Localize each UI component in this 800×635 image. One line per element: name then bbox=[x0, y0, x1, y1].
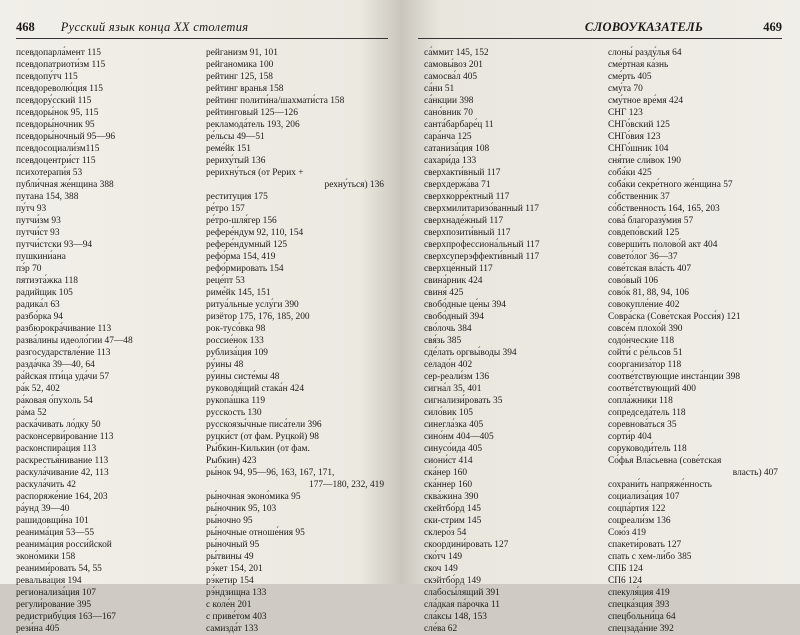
index-entry: псевдоры́нок 95, 115 bbox=[16, 108, 99, 118]
index-entry: сило́вик 105 bbox=[424, 408, 473, 418]
index-entry: расконсерви́рование 113 bbox=[16, 432, 114, 442]
index-entry: соцреали́зм 136 bbox=[607, 516, 671, 526]
index-entry: соотве́тствующий 400 bbox=[607, 384, 696, 394]
index-entry: расконспира́ция 113 bbox=[16, 444, 97, 454]
index-entry: псевдосоциали́зм115 bbox=[16, 144, 100, 154]
index-entry: ры́ночный 95 bbox=[206, 540, 260, 550]
index-entry: ритуа́льные услу́ги 390 bbox=[206, 300, 299, 310]
index-entry: со́бственник 37 bbox=[607, 192, 670, 202]
index-entry: ска́нер 160 bbox=[424, 468, 468, 478]
page-header bbox=[418, 20, 782, 39]
index-entry: ре́тро-шля́гер 156 bbox=[206, 216, 277, 226]
index-entry: сверхдержа́ва 71 bbox=[424, 180, 491, 190]
index-entry: рейганизм 91, 101 bbox=[206, 48, 278, 58]
index-entry: сверхце́нный 117 bbox=[424, 264, 493, 274]
index-entry: ры́ночно 95 bbox=[206, 516, 253, 526]
index-entry: соорганиза́тор 118 bbox=[607, 360, 682, 370]
index-entry: СНГо́вский 125 bbox=[607, 120, 670, 130]
index-entry: совокупле́ние 402 bbox=[607, 300, 680, 310]
index-entry: раскрестья́нивание 113 bbox=[16, 456, 109, 466]
index-entry: рефо́рма 154, 419 bbox=[206, 252, 276, 262]
index-entry: самизда́т 133 bbox=[206, 624, 259, 634]
index-entry: путчи́стски 93—94 bbox=[16, 240, 93, 250]
index-entry: псевдопарла́мент 115 bbox=[16, 48, 101, 58]
index-entry: псевдореволю́ция 115 bbox=[16, 84, 103, 94]
index-entry: разбюрокра́чивание 113 bbox=[16, 324, 112, 334]
index-entry: рейтинг вранья 158 bbox=[206, 84, 284, 94]
index-entry: пу́тч 93 bbox=[16, 204, 47, 214]
index-entry: путчи́ст 93 bbox=[16, 228, 60, 238]
index-entry: радийщик 105 bbox=[16, 288, 73, 298]
index-entry: реце́пт 53 bbox=[206, 276, 245, 286]
index-entry: сверхакти́вный 117 bbox=[424, 168, 501, 178]
index-entry: сиони́ст 414 bbox=[424, 456, 473, 466]
index-entry: слоны́ разду́лья 64 bbox=[607, 48, 682, 58]
index-entry: са́нкции 398 bbox=[424, 96, 474, 106]
index-entry: сохрани́ть напряже́нность bbox=[607, 480, 712, 490]
index-entry: сверхпозити́вный 117 bbox=[424, 228, 511, 238]
index-entry: реаними́ровать 54, 55 bbox=[16, 564, 102, 574]
index-entry: соба́ки 425 bbox=[607, 168, 652, 178]
left-page bbox=[0, 0, 400, 634]
index-entry: синегла́зка 405 bbox=[424, 420, 484, 430]
index-entry: рейтинг полити́на/шахмати́ста 158 bbox=[206, 96, 345, 106]
index-entry: сино́нм 404—405 bbox=[424, 432, 494, 442]
index-entry: сатаниза́ция 108 bbox=[424, 144, 490, 154]
index-entry: сверхнаде́жный 117 bbox=[424, 216, 504, 226]
index-entry: ра́к 52, 402 bbox=[16, 384, 60, 394]
index-entry: ско́тч 149 bbox=[424, 552, 463, 562]
index-entry: ски-стрим 145 bbox=[424, 516, 482, 526]
index-entry: власть) 407 bbox=[732, 468, 778, 478]
index-entry: ревальва́ция 194 bbox=[16, 576, 82, 586]
index-entry: рейтинг 125, 158 bbox=[206, 72, 273, 82]
index-entry: ре́льсы 49—51 bbox=[206, 132, 265, 142]
index-entry: публи́чная же́нщина 388 bbox=[16, 180, 114, 190]
index-entry: пэ́р 70 bbox=[16, 264, 42, 274]
index-entry: реанима́ция 53—55 bbox=[16, 528, 95, 538]
index-entry: сво́лочь 384 bbox=[424, 324, 472, 334]
index-entry: сверхкорре́ктный 117 bbox=[424, 192, 510, 202]
index-entry: Сою́з 419 bbox=[607, 528, 646, 538]
index-entry: совсе́м плохо́й 390 bbox=[607, 324, 683, 334]
index-entry: свобо́дный 394 bbox=[424, 312, 484, 322]
index-entry: социализа́ция 107 bbox=[607, 492, 680, 502]
index-entry: ризётор 175, 176, 185, 200 bbox=[206, 312, 310, 322]
index-entry: соверши́ть полово́й акт 404 bbox=[607, 240, 718, 250]
index-entry: СНГо́вия 123 bbox=[607, 132, 661, 142]
index-entry: соревнова́ться 35 bbox=[607, 420, 677, 430]
index-entry: рэ́ндзищна 133 bbox=[206, 588, 267, 598]
index-entry: са́ни 51 bbox=[424, 84, 455, 94]
index-entry: рэ́кетир 154 bbox=[206, 576, 254, 586]
index-entry: ра́йская пти́ца уда́чи 57 bbox=[16, 372, 110, 382]
index-entry: раска́чивать ло́дку 50 bbox=[16, 420, 101, 430]
index-entry: самовы́воз 201 bbox=[424, 60, 483, 70]
index-entry: псевдопатриоти́зм 115 bbox=[16, 60, 106, 70]
index-entry: 177—180, 232, 419 bbox=[309, 480, 384, 490]
index-entry: соцпа́ртия 122 bbox=[607, 504, 666, 514]
index-entry: сня́тие сли́вок 190 bbox=[607, 156, 681, 166]
index-entry: СНГ 123 bbox=[607, 108, 643, 118]
running-title: СЛОВОУКАЗАТЕЛЬ bbox=[584, 20, 704, 34]
index-entry: псевдопу́тч 115 bbox=[16, 72, 78, 82]
index-entry: спакети́ровать 127 bbox=[607, 540, 682, 550]
index-entry: реституция 175 bbox=[206, 192, 268, 202]
index-entry: рекламода́тель 193, 206 bbox=[206, 120, 300, 130]
index-entry: разбо́рка 94 bbox=[16, 312, 63, 322]
index-entry: сверхпрофессиона́льный 117 bbox=[424, 240, 540, 250]
index-column-1 bbox=[16, 47, 206, 635]
index-entry: рок-тусо́вка 98 bbox=[206, 324, 266, 334]
index-entry: ра́ма 52 bbox=[16, 408, 47, 418]
index-entry: регионализа́ция 107 bbox=[16, 588, 96, 598]
index-entry: риме́йк 145, 151 bbox=[206, 288, 271, 298]
index-entry: псевдоры́ночник 95 bbox=[16, 120, 95, 130]
index-entry: скоч 149 bbox=[424, 564, 458, 574]
index-entry: псевдоры́ночный 95—96 bbox=[16, 132, 116, 142]
index-entry: ры́ночник 95, 103 bbox=[206, 504, 277, 514]
index-entry: сове́тская вла́сть 407 bbox=[607, 264, 692, 274]
index-entry: рейтинговый 125—126 bbox=[206, 108, 298, 118]
index-entry: раскула́чить 42 bbox=[16, 480, 76, 490]
index-entry: сово́к 81, 88, 94, 106 bbox=[607, 288, 689, 298]
index-entry: сму́тное вре́мя 424 bbox=[607, 96, 684, 106]
index-entry: сер-реали́зм 136 bbox=[424, 372, 490, 382]
index-entry: спецзада́ние 392 bbox=[607, 624, 674, 634]
index-entry: разгосударствле́ние 113 bbox=[16, 348, 111, 358]
index-entry: ру́ины систе́мы 48 bbox=[206, 372, 280, 382]
index-entry: СПБ 124 bbox=[607, 564, 643, 574]
index-entry: санта́барбаре́ц 11 bbox=[424, 120, 494, 130]
index-entry: свиня́ 425 bbox=[424, 288, 464, 298]
index-entry: сигна́л 35, 401 bbox=[424, 384, 482, 394]
index-entry: Со́фья Вла́сьевна (сове́тская bbox=[607, 456, 722, 466]
index-entry: рублиза́ция 109 bbox=[206, 348, 268, 358]
index-entry: сигнализи́ровать 35 bbox=[424, 396, 503, 406]
index-entry: сахари́да 133 bbox=[424, 156, 477, 166]
index-entry: са́ммит 145, 152 bbox=[424, 48, 489, 58]
index-entry: рефере́ндум 92, 110, 154 bbox=[206, 228, 304, 238]
index-entry: путчи́зм 93 bbox=[16, 216, 61, 226]
index-entry: с коле́н 201 bbox=[206, 600, 252, 610]
index-entry: распоряже́ние 164, 203 bbox=[16, 492, 108, 502]
index-entry: спецбольни́ца 64 bbox=[607, 612, 676, 622]
index-entry: СП6 124 bbox=[607, 576, 643, 586]
index-entry: рерихну́ться (от Рерих + bbox=[206, 168, 304, 178]
index-entry: эконо́мики 158 bbox=[16, 552, 76, 562]
index-entry: ры́твины 49 bbox=[206, 552, 254, 562]
index-entry: регули́рование 395 bbox=[16, 600, 92, 610]
index-entry: руководя́щий стака́н 424 bbox=[206, 384, 305, 394]
index-entry: сква́жина 390 bbox=[424, 492, 479, 502]
index-entry: соба́ки секре́тного же́нщина 57 bbox=[607, 180, 733, 190]
index-entry: рейганомика 100 bbox=[206, 60, 274, 70]
index-entry: СНГо́шник 104 bbox=[607, 144, 669, 154]
index-entry: склеро́з 54 bbox=[424, 528, 467, 538]
index-entry: сово́вый 106 bbox=[607, 276, 658, 286]
index-entry: спать с хем-ли́бо 385 bbox=[607, 552, 692, 562]
index-entry: Рыбкин) 423 bbox=[206, 456, 257, 466]
index-entry: рукопа́шка 119 bbox=[206, 396, 266, 406]
page-number: 468 bbox=[16, 20, 35, 34]
index-entry: сму́та 70 bbox=[607, 84, 643, 94]
index-entry: соруководи́тель 118 bbox=[607, 444, 687, 454]
index-entry: ска́ннер 160 bbox=[424, 480, 473, 490]
index-entry: рефо́рмировать 154 bbox=[206, 264, 284, 274]
index-entry: сверхсуперэффекти́вный 117 bbox=[424, 252, 540, 262]
index-entry: пятиэта́жка 118 bbox=[16, 276, 78, 286]
index-entry: россие́нок 133 bbox=[206, 336, 264, 346]
index-entry: сла́ксы 148, 153 bbox=[424, 612, 487, 622]
index-entry: со́бственность 164, 165, 203 bbox=[607, 204, 720, 214]
index-entry: сова́ благоразу́мия 57 bbox=[607, 216, 694, 226]
index-entry: разва́лины идеоло́гии 47—48 bbox=[16, 336, 133, 346]
index-entry: селадо́н 402 bbox=[424, 360, 473, 370]
index-entry: руцки́ст (от фам. Руцкой) 98 bbox=[206, 432, 319, 442]
index-column-1 bbox=[424, 47, 608, 635]
index-entry: рериху́тый 136 bbox=[206, 156, 266, 166]
index-entry: Ры́бкин-Килькин (от фам. bbox=[206, 444, 310, 454]
index-entry: сопредседа́тель 118 bbox=[607, 408, 686, 418]
index-entry: спекуля́ция 419 bbox=[607, 588, 670, 598]
index-entry: свина́рник 424 bbox=[424, 276, 483, 286]
index-entry: спецка́зция 393 bbox=[607, 600, 670, 610]
index-entry: рэ́кет 154, 201 bbox=[206, 564, 263, 574]
index-entry: сано́вник 70 bbox=[424, 108, 473, 118]
index-columns bbox=[418, 47, 782, 635]
index-entry: редистрибу́ция 163—167 bbox=[16, 612, 116, 622]
index-entry: сла́дкая па́рочка 11 bbox=[424, 600, 500, 610]
index-entry: радика́л 63 bbox=[16, 300, 60, 310]
index-column-2 bbox=[608, 47, 782, 635]
index-entry: сойти́ с ре́льсов 51 bbox=[607, 348, 683, 358]
index-entry: сверхмилитаризо́ванный 117 bbox=[424, 204, 539, 214]
index-entry: Совра́ска (Сове́тская Росси́я) 121 bbox=[607, 312, 741, 322]
index-entry: русскоязы́чные писа́тели 396 bbox=[206, 420, 322, 430]
index-entry: реме́йк 151 bbox=[206, 144, 251, 154]
index-entry: свобо́дные це́ны 394 bbox=[424, 300, 506, 310]
page-number: 469 bbox=[763, 20, 782, 34]
index-entry: скэйтбо́рд 149 bbox=[424, 576, 481, 586]
index-entry: реанима́ция росси́йской bbox=[16, 540, 112, 550]
index-entry: с приве́том 403 bbox=[206, 612, 267, 622]
page-header bbox=[16, 20, 388, 39]
index-column-2 bbox=[206, 47, 388, 635]
index-entry: ру́ины 48 bbox=[206, 360, 244, 370]
index-entry: рехну́ться) 136 bbox=[324, 180, 384, 190]
index-entry: рези́на 405 bbox=[16, 624, 60, 634]
index-entry: самосва́л 405 bbox=[424, 72, 478, 82]
index-entry: рашидовщи́на 101 bbox=[16, 516, 89, 526]
index-entry: ры́ночная эконо́мика 95 bbox=[206, 492, 301, 502]
index-entry: соотве́тствующие инста́нции 398 bbox=[607, 372, 741, 382]
index-entry: синусо́ида 405 bbox=[424, 444, 483, 454]
index-entry: содо́нческие 118 bbox=[607, 336, 675, 346]
index-entry: сара́нча 125 bbox=[424, 132, 472, 142]
index-entry: раскула́чивание 42, 113 bbox=[16, 468, 109, 478]
running-title: Русский язык конца XX столетия bbox=[60, 20, 249, 34]
index-entry: скейтбо́рд 145 bbox=[424, 504, 481, 514]
index-entry: совето́лог 36—37 bbox=[607, 252, 678, 262]
index-entry: пушкини́ана bbox=[16, 252, 66, 262]
index-entry: скоордини́ровать 127 bbox=[424, 540, 509, 550]
index-entry: свя́зь 385 bbox=[424, 336, 462, 346]
index-entry: совдепо́вский 125 bbox=[607, 228, 680, 238]
index-entry: рефере́ндумный 125 bbox=[206, 240, 288, 250]
index-columns bbox=[16, 47, 388, 635]
index-entry: психотерапи́я 53 bbox=[16, 168, 83, 178]
index-entry: сле́ва 62 bbox=[424, 624, 458, 634]
index-entry: русскость 130 bbox=[206, 408, 262, 418]
index-entry: ра́ковая о́пухоль 54 bbox=[16, 396, 93, 406]
index-entry: путана 154, 388 bbox=[16, 192, 79, 202]
index-entry: сме́рть 405 bbox=[607, 72, 652, 82]
index-entry: ры́ночные отноше́ния 95 bbox=[206, 528, 305, 538]
index-entry: ра́унд 39—40 bbox=[16, 504, 70, 514]
index-entry: слабосы́лящий 391 bbox=[424, 588, 500, 598]
index-entry: ры́нок 94, 95—96, 163, 167, 171, bbox=[206, 468, 335, 478]
index-entry: разда́чка 39—40, 64 bbox=[16, 360, 95, 370]
index-entry: сме́ртная ка́знь bbox=[607, 60, 669, 70]
index-entry: ре́тро 157 bbox=[206, 204, 245, 214]
index-entry: сде́лать оргвы́воды 394 bbox=[424, 348, 517, 358]
index-entry: сорти́р 404 bbox=[607, 432, 652, 442]
index-entry: сопла́жники 118 bbox=[607, 396, 673, 406]
index-entry: псевдору́сский 115 bbox=[16, 96, 92, 106]
index-entry: псевдоцентри́ст 115 bbox=[16, 156, 96, 166]
right-page bbox=[400, 0, 800, 634]
